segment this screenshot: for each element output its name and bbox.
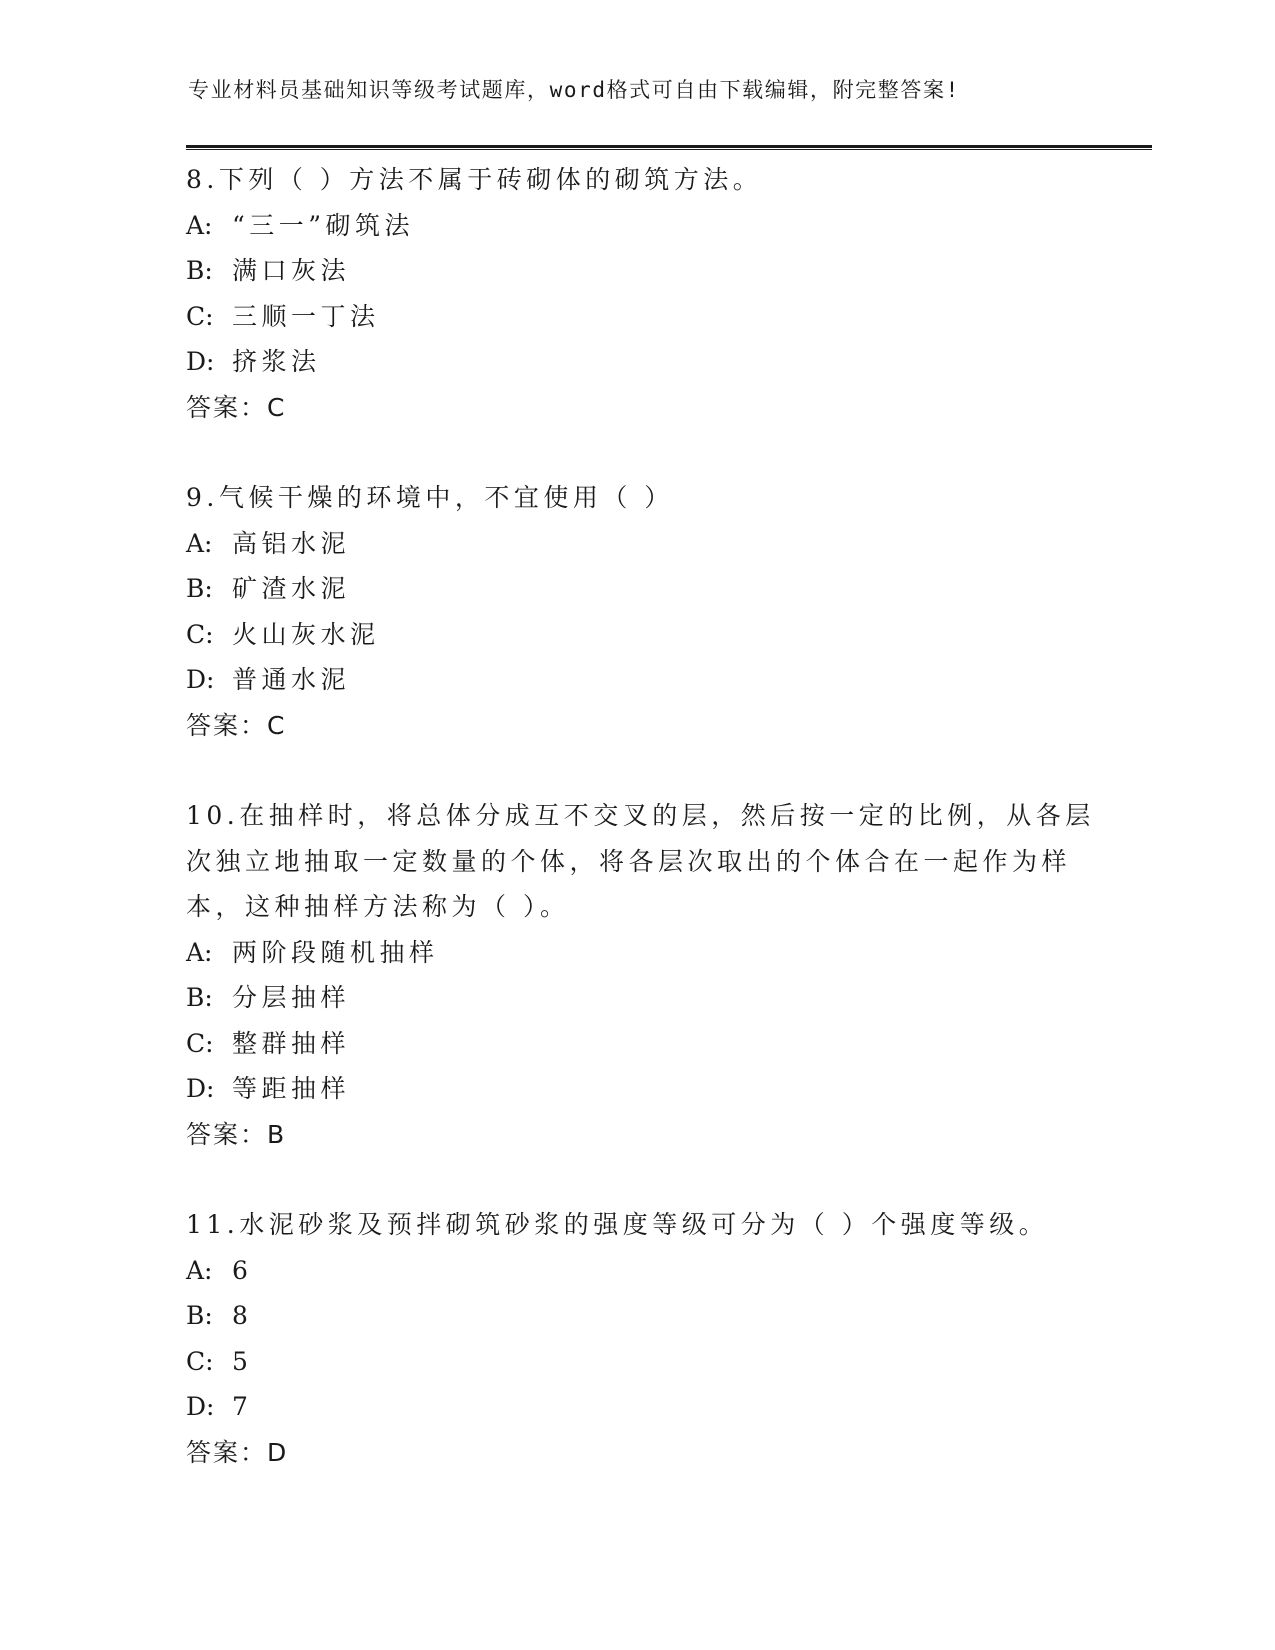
question-stem: 11.水泥砂浆及预拌砌筑砂浆的强度等级可分为（ ）个强度等级。 [186,1210,1049,1239]
option-letter: B: [186,574,213,603]
option-text: 高铝水泥 [232,528,351,558]
option-d [186,339,1086,385]
option-letter: D: [186,347,215,376]
option-a [186,1248,1086,1294]
question-10 [186,793,1095,1157]
option-text: 整群抽样 [232,1028,351,1058]
answer-line: 答案：C [186,392,287,422]
option-letter: D: [186,1392,215,1421]
question-8 [186,157,1086,430]
option-a [186,521,1086,567]
option-text: 矿渣水泥 [232,574,351,603]
option-letter: C: [186,1028,214,1058]
option-b [186,975,1086,1021]
option-c [186,1339,1086,1385]
option-letter: A: [186,528,213,558]
option-b [186,566,1086,612]
option-letter: A: [186,210,213,240]
header-divider [186,145,1152,150]
option-c [186,294,1086,340]
option-text: 三顺一丁法 [232,301,380,331]
option-text: 挤浆法 [232,347,321,376]
question-list [186,157,1095,1520]
question-stem: 10.在抽样时，将总体分成互不交叉的层，然后按一定的比例，从各层 [186,801,1095,830]
page-header: 专业材料员基础知识等级考试题库，word格式可自由下载编辑，附完整答案! [188,78,960,102]
question-stem: 本，这种抽样方法称为（ ）。 [186,892,570,921]
option-text: 7 [232,1392,253,1421]
option-letter: C: [186,619,214,649]
option-text: 分层抽样 [232,983,351,1012]
option-letter: B: [186,983,213,1012]
option-c [186,612,1086,658]
option-text: 满口灰法 [232,256,351,285]
option-text: 8 [232,1301,253,1330]
answer-line: 答案：C [186,710,287,740]
option-letter: D: [186,665,215,694]
option-text: 等距抽样 [232,1074,351,1103]
option-text: 5 [232,1346,253,1376]
option-d [186,1384,1086,1430]
option-letter: B: [186,1301,213,1330]
option-letter: A: [186,1255,213,1285]
answer-line: 答案：B [186,1119,287,1149]
option-a [186,203,1086,249]
option-text: 普通水泥 [232,665,351,694]
option-a [186,930,1086,976]
option-letter: D: [186,1074,215,1103]
option-c [186,1021,1086,1067]
option-letter: C: [186,1346,214,1376]
option-letter: C: [186,301,214,331]
option-b [186,248,1086,294]
option-text: 两阶段随机抽样 [232,937,439,967]
option-letter: B: [186,256,213,285]
option-d [186,1066,1086,1112]
option-d [186,657,1086,703]
option-text: 火山灰水泥 [232,619,380,649]
option-letter: A: [186,937,213,967]
question-stem: 9.气候干燥的环境中，不宜使用（ ） [186,483,674,512]
question-stem: 8.下列（ ）方法不属于砖砌体的砌筑方法。 [186,165,763,194]
answer-line: 答案：D [186,1437,289,1467]
option-text: “三一”砌筑法 [232,210,415,240]
option-text: 6 [232,1255,253,1285]
option-b [186,1293,1086,1339]
question-9 [186,475,1086,748]
question-11 [186,1202,1086,1475]
question-stem: 次独立地抽取一定数量的个体，将各层次取出的个体合在一起作为样 [186,846,1072,876]
